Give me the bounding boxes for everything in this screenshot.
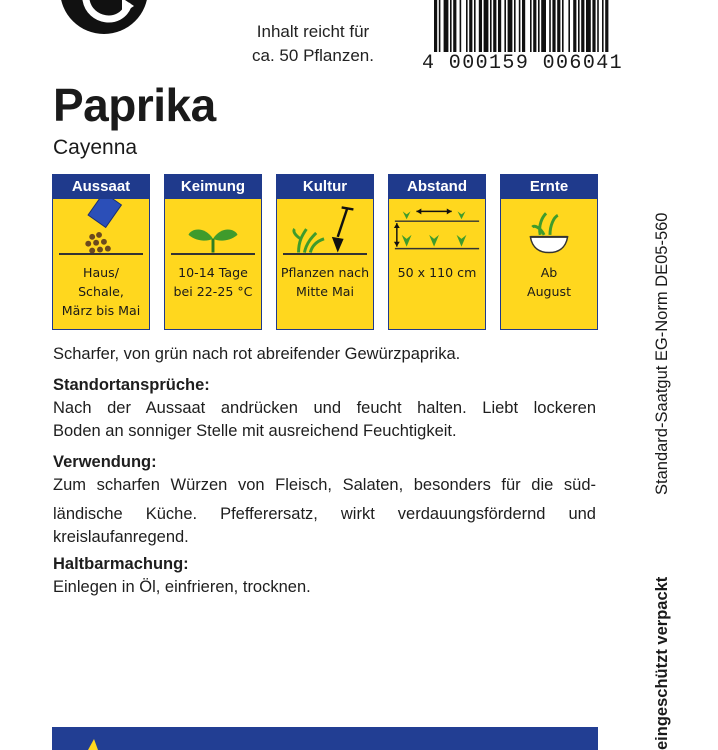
card-ernte-title: Ernte bbox=[501, 175, 597, 199]
side-standard-label bbox=[648, 195, 678, 495]
card-abstand-text bbox=[389, 263, 485, 282]
card-keimung-line1: 10-14 Tage bbox=[178, 265, 248, 280]
card-ernte-line1: Ab bbox=[540, 265, 558, 280]
card-ernte-line2: August bbox=[526, 284, 572, 299]
product-name: Paprika bbox=[53, 79, 216, 131]
brand-logo-icon bbox=[56, 0, 152, 36]
card-aussaat-line1: Haus/ bbox=[83, 265, 119, 280]
spacing-icon bbox=[389, 199, 485, 261]
card-ernte-text bbox=[501, 263, 597, 301]
seed-packet-icon bbox=[53, 199, 149, 261]
card-kultur bbox=[276, 174, 374, 330]
section-standort bbox=[53, 374, 596, 443]
content-info-line2: ca. 50 Pflanzen. bbox=[252, 46, 374, 65]
bottom-brand-band bbox=[52, 727, 598, 750]
card-aussaat-line3: März bis Mai bbox=[61, 303, 141, 318]
soil-line bbox=[59, 253, 143, 255]
card-kultur-text bbox=[277, 263, 373, 301]
card-aussaat-line2: Schale, bbox=[78, 284, 124, 299]
card-keimung bbox=[164, 174, 262, 330]
card-kultur-title: Kultur bbox=[277, 175, 373, 199]
card-abstand bbox=[388, 174, 486, 330]
barcode-number: 4 000159 006041 bbox=[420, 52, 664, 75]
side-packed-text: eingeschützt verpackt bbox=[653, 576, 671, 750]
card-abstand-title: Abstand bbox=[389, 175, 485, 199]
card-abstand-line1: 50 x 110 cm bbox=[397, 265, 477, 280]
section-verwendung-line3: kreislaufanregend. bbox=[53, 528, 189, 546]
section-standort-line1: Nach der Aussaat andrücken und feucht halten. Liebt lockeren bbox=[53, 399, 596, 417]
content-info-line1: Inhalt reicht für bbox=[256, 22, 370, 41]
card-kultur-line1: Pflanzen nach bbox=[280, 265, 370, 280]
section-haltbar-heading: Haltbarmachung: bbox=[53, 555, 189, 573]
section-verwendung-line2: ländische Küche. Pfefferersatz, wirkt verdauungsfördernd und bbox=[53, 505, 596, 523]
card-keimung-line2: bei 22-25 °C bbox=[173, 284, 253, 299]
card-ernte bbox=[500, 174, 598, 330]
card-aussaat bbox=[52, 174, 150, 330]
card-keimung-text bbox=[165, 263, 261, 301]
content-info bbox=[228, 20, 398, 68]
section-standort-heading: Standortansprüche: bbox=[53, 376, 210, 394]
harvest-bowl-icon bbox=[501, 199, 597, 261]
section-verwendung-heading: Verwendung: bbox=[53, 453, 157, 471]
card-keimung-title: Keimung bbox=[165, 175, 261, 199]
side-standard-text: Standard-Saatgut EG-Norm DE05-560 bbox=[653, 212, 671, 495]
soil-line bbox=[171, 253, 255, 255]
description: Scharfer, von grün nach rot abreifender Gewürzpaprika. bbox=[53, 345, 461, 363]
card-kultur-line2: Mitte Mai bbox=[295, 284, 355, 299]
card-aussaat-text bbox=[53, 263, 149, 320]
section-verwendung bbox=[53, 451, 596, 549]
planting-shovel-icon bbox=[277, 199, 373, 261]
side-packed-label bbox=[648, 545, 678, 750]
section-haltbar-line1: Einlegen in Öl, einfrieren, trocknen. bbox=[53, 578, 311, 596]
section-haltbar bbox=[53, 553, 596, 599]
section-verwendung-line1: Zum scharfen Würzen von Fleisch, Salaten, besonders für die süd- bbox=[53, 476, 596, 494]
sprout-icon bbox=[165, 199, 261, 261]
brand-mark-icon bbox=[86, 733, 100, 750]
product-variety: Cayenna bbox=[53, 136, 138, 159]
section-standort-line2: Boden an sonniger Stelle mit ausreichend Feuchtigkeit. bbox=[53, 422, 457, 440]
card-aussaat-title: Aussaat bbox=[53, 175, 149, 199]
soil-line bbox=[283, 253, 367, 255]
